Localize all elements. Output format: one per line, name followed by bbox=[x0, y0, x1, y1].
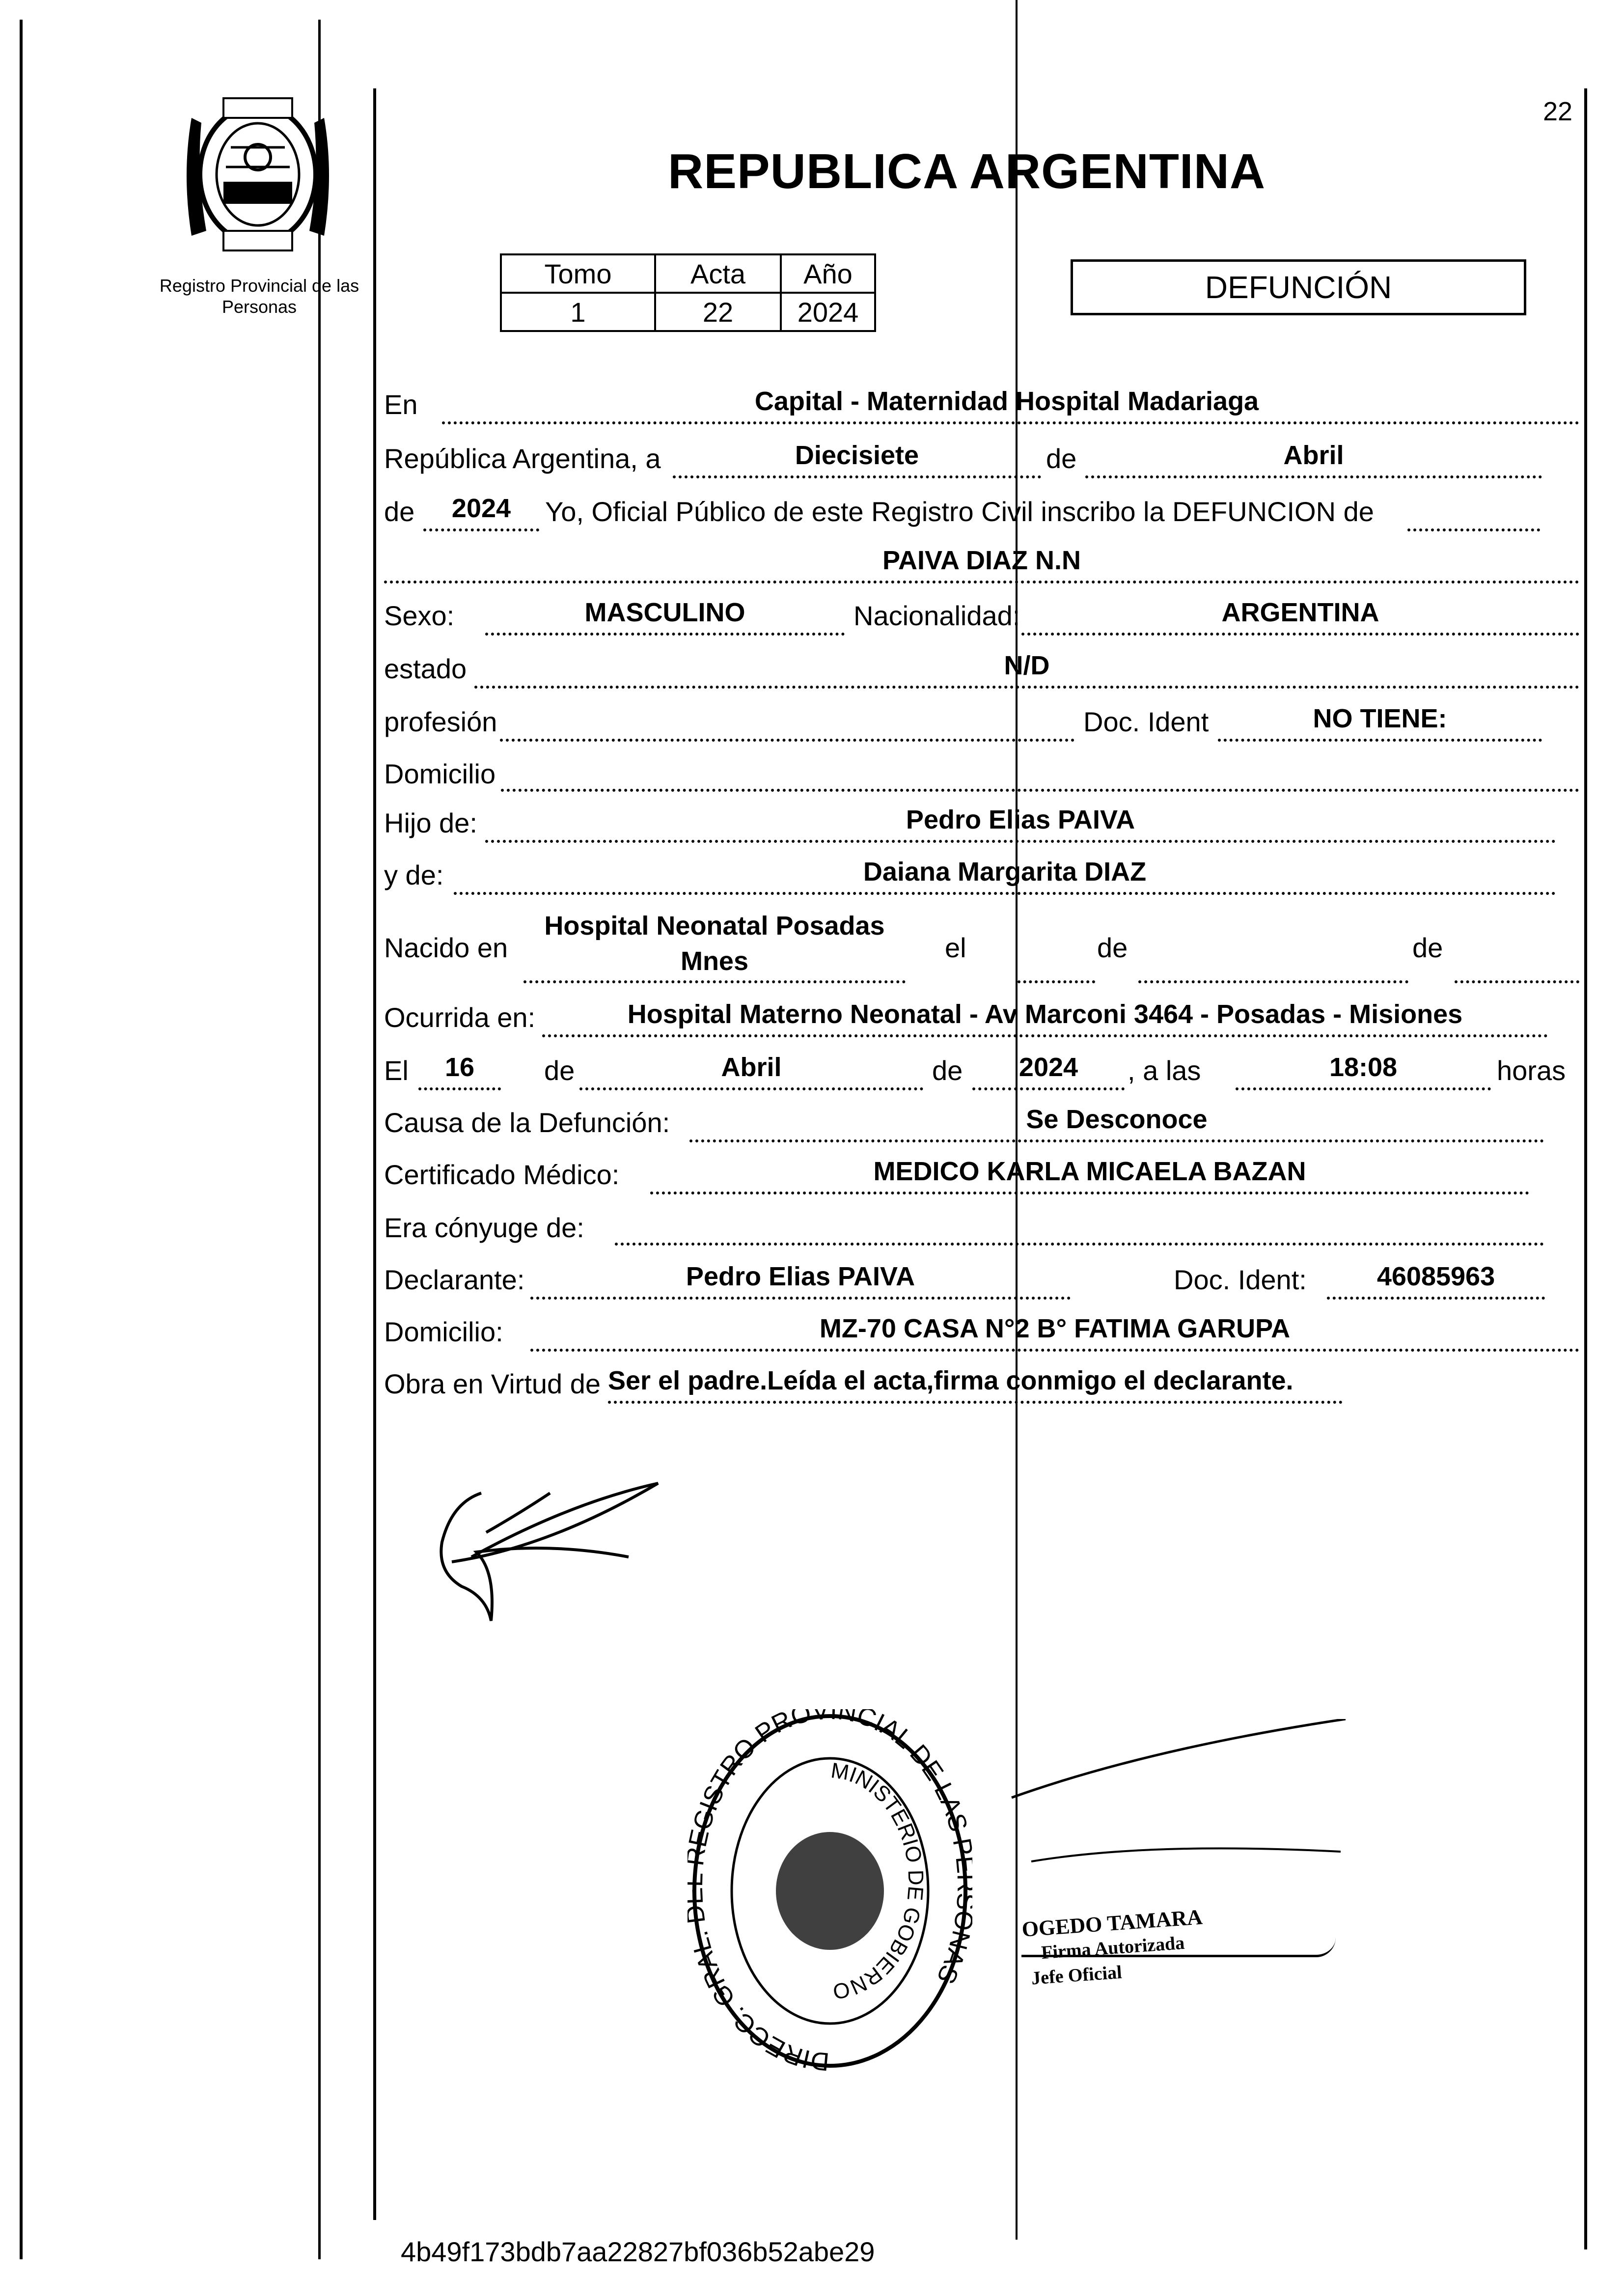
doc-ident-label: Doc. Ident bbox=[1083, 706, 1209, 737]
declarante-domicilio-value: MZ-70 CASA N°2 B° FATIMA GARUPA bbox=[819, 1314, 1291, 1343]
profesion-label: profesión bbox=[384, 706, 497, 737]
anio-value: 2024 bbox=[451, 494, 511, 523]
sexo-label: Sexo: bbox=[384, 600, 455, 631]
obra-label: Obra en Virtud de bbox=[384, 1368, 601, 1399]
nacionalidad-line bbox=[1021, 633, 1579, 636]
de-label-6: de bbox=[932, 1055, 963, 1086]
el-cap-label: El bbox=[384, 1055, 409, 1086]
nombre-line bbox=[384, 581, 1579, 583]
domicilio-line bbox=[501, 789, 1579, 792]
de-label-1: de bbox=[1046, 443, 1077, 474]
nacido-value-line1: Hospital Neonatal Posadas bbox=[544, 911, 885, 941]
doc-ident-value: NO TIENE: bbox=[1313, 704, 1447, 733]
official-signature-name: OGEDO TAMARA bbox=[1021, 1905, 1204, 1942]
nombre-value: PAIVA DIAZ N.N bbox=[882, 546, 1081, 575]
declarante-label: Declarante: bbox=[384, 1264, 525, 1295]
mes-value: Abril bbox=[1283, 441, 1344, 470]
lugar-line bbox=[442, 421, 1579, 424]
misiones-seal bbox=[177, 88, 339, 265]
official-signature-line3: Jefe Oficial bbox=[1030, 1962, 1123, 1989]
declarante-domicilio-line bbox=[530, 1349, 1579, 1352]
de-label-4: de bbox=[1412, 932, 1443, 963]
declarante-doc-value: 46085963 bbox=[1376, 1262, 1495, 1291]
nacionalidad-value: ARGENTINA bbox=[1221, 598, 1379, 627]
sexo-line bbox=[485, 633, 845, 636]
domicilio-label: Domicilio bbox=[384, 758, 496, 789]
obra-value: Ser el padre.Leída el acta,firma conmigo el declarante. bbox=[608, 1366, 1294, 1395]
acta-value: 22 bbox=[655, 293, 781, 331]
binding-line bbox=[318, 20, 321, 2259]
conyuge-label: Era cónyuge de: bbox=[384, 1212, 584, 1243]
de-label-5: de bbox=[544, 1055, 575, 1086]
ocurrida-en-label: Ocurrida en: bbox=[384, 1002, 536, 1033]
ocurrida-line bbox=[542, 1034, 1548, 1037]
official-signature bbox=[1002, 1719, 1355, 1942]
official-signature-scribble bbox=[1021, 1901, 1336, 1957]
official-signature-line2: Firma Autorizada bbox=[1040, 1932, 1185, 1964]
declarante-doc-line bbox=[1327, 1297, 1545, 1300]
obra-line bbox=[608, 1401, 1343, 1404]
y-de-label: y de: bbox=[384, 860, 444, 890]
nacido-mes-line bbox=[1138, 980, 1408, 983]
declarante-doc-label: Doc. Ident: bbox=[1174, 1264, 1307, 1295]
dia-value: Diecisiete bbox=[795, 441, 919, 470]
a-las-label: , a las bbox=[1128, 1055, 1201, 1086]
causa-value: Se Desconoce bbox=[1026, 1105, 1208, 1134]
lugar-value: Capital - Maternidad Hospital Madariaga bbox=[754, 387, 1259, 416]
domicilio2-label: Domicilio: bbox=[384, 1316, 503, 1347]
anio-def-value: 2024 bbox=[1018, 1053, 1078, 1082]
hora-line bbox=[1236, 1087, 1491, 1090]
conyuge-line bbox=[615, 1243, 1544, 1246]
causa-line bbox=[689, 1139, 1544, 1142]
dia-num-line bbox=[418, 1087, 501, 1090]
sexo-value: MASCULINO bbox=[584, 598, 745, 627]
profesion-line bbox=[500, 739, 1074, 742]
nacido-dia-line bbox=[1018, 980, 1095, 983]
horas-label: horas bbox=[1497, 1055, 1566, 1086]
content-right-border bbox=[1584, 88, 1587, 2249]
doc-ident-line bbox=[1218, 739, 1542, 742]
hijo-de-label: Hijo de: bbox=[384, 807, 477, 838]
certificado-line bbox=[650, 1192, 1529, 1194]
yo-oficial-line bbox=[1407, 528, 1540, 531]
nacido-anio-line bbox=[1455, 980, 1579, 983]
stamp-ring-text: DIRECC. GRAL GISTRO PROVINCIAL DE LAS NAS bbox=[688, 1709, 972, 2073]
mes-def-line bbox=[579, 1087, 923, 1090]
dia-num-value: 16 bbox=[444, 1053, 475, 1082]
record-type-box: DEFUNCIÓN bbox=[1071, 259, 1526, 315]
stamp-inner-text: MINISTERIO DE GOBIERNO bbox=[829, 1758, 928, 2004]
mes-def-value: Abril bbox=[721, 1053, 782, 1082]
content-left-border bbox=[373, 88, 376, 2220]
hora-value: 18:08 bbox=[1329, 1053, 1398, 1082]
nacido-value-line2: Mnes bbox=[680, 946, 749, 976]
left-margin-line bbox=[20, 20, 23, 2259]
declarante-value: Pedro Elias PAIVA bbox=[686, 1262, 915, 1291]
declarante-line bbox=[530, 1297, 1071, 1300]
record-table bbox=[500, 253, 876, 332]
official-stamp bbox=[688, 1709, 972, 2073]
nacionalidad-label: Nacionalidad: bbox=[853, 600, 1020, 631]
dia-line bbox=[673, 475, 1041, 478]
certificado-value: MEDICO KARLA MICAELA BAZAN bbox=[873, 1157, 1306, 1186]
declarant-signature bbox=[422, 1473, 678, 1631]
republica-label: República Argentina, a bbox=[384, 443, 661, 474]
mes-line bbox=[1085, 475, 1542, 478]
nacido-line bbox=[523, 980, 906, 983]
madre-line bbox=[454, 892, 1556, 895]
en-label: En bbox=[384, 389, 418, 420]
estado-value: N/D bbox=[1004, 651, 1050, 680]
certificado-label: Certificado Médico: bbox=[384, 1159, 620, 1190]
nacido-en-label: Nacido en bbox=[384, 932, 508, 963]
page-title: REPUBLICA ARGENTINA bbox=[668, 144, 1266, 199]
anio-line bbox=[423, 528, 539, 531]
anio-header: Año bbox=[781, 254, 875, 293]
anio-def-line bbox=[972, 1087, 1125, 1090]
ocurrida-value: Hospital Materno Neonatal - Av Marconi 3464 - Posadas - Misiones bbox=[627, 999, 1463, 1029]
el-label: el bbox=[945, 932, 966, 963]
registro-provincial-caption: Registro Provincial de las Personas bbox=[159, 276, 359, 317]
padre-line bbox=[485, 840, 1556, 843]
causa-label: Causa de la Defunción: bbox=[384, 1107, 670, 1138]
madre-value: Daiana Margarita DIAZ bbox=[863, 857, 1147, 887]
de-label-2: de bbox=[384, 496, 415, 527]
acta-header: Acta bbox=[655, 254, 781, 293]
tomo-value: 1 bbox=[501, 293, 655, 331]
de-label-3: de bbox=[1097, 932, 1128, 963]
estado-label: estado bbox=[384, 653, 467, 684]
page-number: 22 bbox=[1543, 97, 1573, 126]
estado-line bbox=[474, 686, 1579, 689]
padre-value: Pedro Elias PAIVA bbox=[906, 805, 1135, 834]
yo-oficial-label: Yo, Oficial Público de este Registro Civil inscribo la DEFUNCION de bbox=[545, 496, 1374, 527]
anio-value: 2024 bbox=[781, 293, 875, 331]
tomo-header: Tomo bbox=[501, 254, 655, 293]
document-hash: 4b49f173bdb7aa22827bf036b52abe29 bbox=[401, 2236, 875, 2267]
